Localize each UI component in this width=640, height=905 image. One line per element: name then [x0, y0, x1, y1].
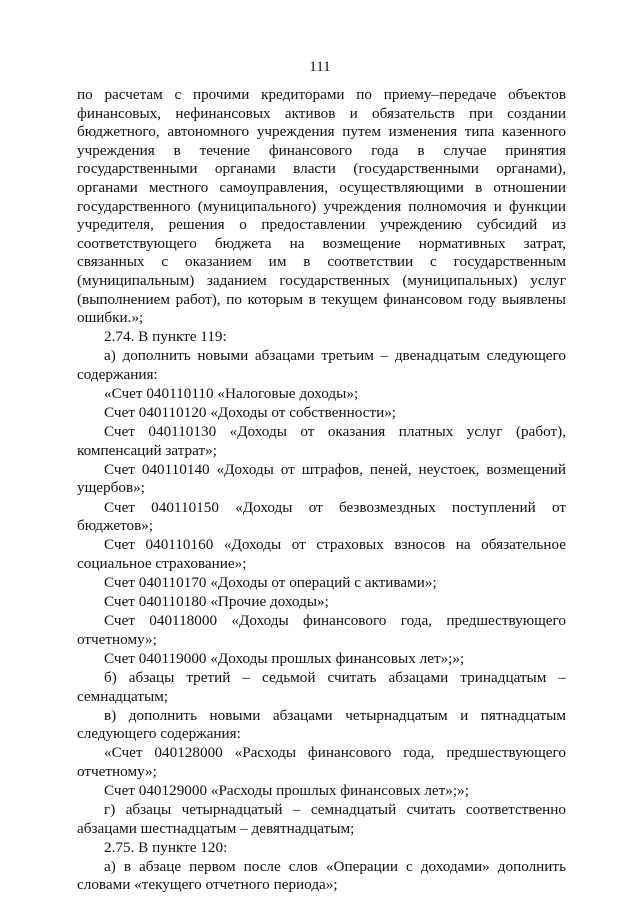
- paragraph-continuation: по расчетам с прочими кредиторами по приему–передаче объектов финансовых, нефинансовых активов и обязательств при создании бюджетного, автономного учреждения путем изменения типа казенного учреждения в течение финансового года в случае принятия государственными органами власти (государственными органами), органами местного самоуправления, осуществляющими в отношении государственного (муниципального) учреждения полномочия и функции учредителя, решения о предоставлении учреждению субсидий из соответствующего бюджета на возмещение нормативных затрат, связанных с оказанием им в соответствии с государственным (муниципальным) заданием государственных (муниципальных) услуг (выполнением работ), по которым в текущем финансовом году выявлены ошибки.»;: [77, 86, 566, 327]
- paragraph-subitem-a-2-75: а) в абзаце первом после слов «Операции с доходами» дополнить словами «текущего отчетного периода»;: [77, 857, 566, 894]
- paragraph-item-2-75: 2.75. В пункте 120:: [104, 838, 228, 856]
- paragraph-subitem-b: б) абзацы третий – седьмой считать абзацами тринадцатым – семнадцатым;: [77, 668, 566, 705]
- paragraph-account-040110140: Счет 040110140 «Доходы от штрафов, пеней, неустоек, возмещений ущербов»;: [77, 460, 566, 497]
- paragraph-account-040110180: Счет 040110180 «Прочие доходы»;: [104, 593, 329, 611]
- paragraph-account-040110170: Счет 040110170 «Доходы от операций с активами»;: [104, 573, 437, 591]
- paragraph-account-040128000: «Счет 040128000 «Расходы финансового года, предшествующего отчетному»;: [77, 744, 566, 780]
- paragraph-account-040118000: Счет 040118000 «Доходы финансового года, предшествующего отчетному»;: [77, 612, 566, 648]
- paragraph-account-040119000: Счет 040119000 «Доходы прошлых финансовых лет»;»;: [104, 649, 465, 667]
- paragraph-account-040110130: Счет 040110130 «Доходы от оказания платных услуг (работ), компенсаций затрат»;: [77, 423, 566, 459]
- paragraph-account-040110110: «Счет 040110110 «Налоговые доходы»;: [104, 385, 359, 402]
- paragraph-account-040110120: Счет 040110120 «Доходы от собственности»;: [104, 404, 397, 422]
- page-number: 111: [309, 59, 331, 75]
- document-body: [77, 86, 566, 896]
- paragraph-account-040129000: Счет 040129000 «Расходы прошлых финансовых лет»;»;: [104, 781, 469, 799]
- paragraph-subitem-a: а) дополнить новыми абзацами третьим – двенадцатым следующего содержания:: [77, 347, 566, 383]
- paragraph-subitem-v: в) дополнить новыми абзацами четырнадцатым и пятнадцатым следующего содержания:: [77, 706, 566, 743]
- paragraph-account-040110150: Счет 040110150 «Доходы от безвозмездных поступлений от бюджетов»;: [77, 498, 566, 535]
- paragraph-item-2-74: 2.74. В пункте 119:: [104, 328, 227, 346]
- paragraph-subitem-g: г) абзацы четырнадцатый – семнадцатый считать соответственно абзацами шестнадцатым – девятнадцатым;: [77, 801, 566, 837]
- paragraph-account-040110160: Счет 040110160 «Доходы от страховых взносов на обязательное социальное страхование»;: [77, 536, 566, 572]
